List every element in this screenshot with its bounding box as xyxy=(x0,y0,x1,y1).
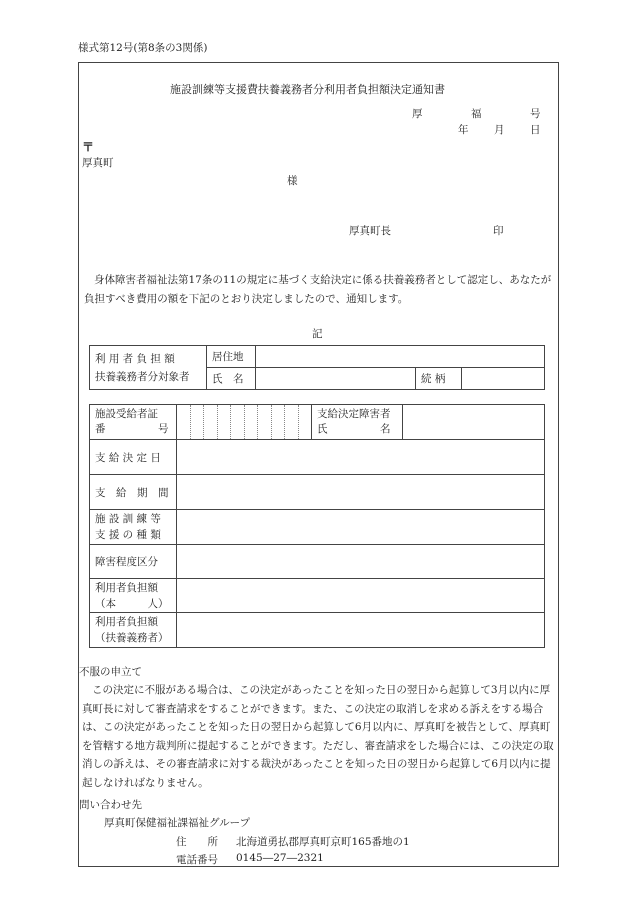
name-value xyxy=(256,368,416,390)
ki-heading: 記 xyxy=(312,328,323,340)
mayor-title: 厚真町長 xyxy=(349,225,391,237)
contact-heading: 問い合わせ先 xyxy=(79,799,142,811)
user-burden-self-line2: （本 人） xyxy=(95,597,169,610)
decision-date-label: 支 給 決 定 日 xyxy=(90,440,177,475)
support-type-label-line2: 支 援 の 種 類 xyxy=(95,529,161,541)
user-burden-supporter-label xyxy=(90,613,177,648)
disabled-name-label-line2: 氏 名 xyxy=(317,423,391,435)
decision-table xyxy=(89,404,545,648)
name-label: 氏 名 xyxy=(207,368,256,390)
doc-number-prefix: 厚 xyxy=(412,108,423,120)
doc-number-suffix: 号 xyxy=(530,108,541,120)
relation-label: 続 柄 xyxy=(416,368,462,390)
support-type-label xyxy=(90,510,177,545)
user-burden-supporter-line1: 利用者負担額 xyxy=(95,616,158,628)
residence-label: 居住地 xyxy=(207,346,256,368)
facility-cert-label xyxy=(90,405,177,440)
disabled-person-name-label xyxy=(312,405,403,440)
document-title: 施設訓練等支援費扶養義務者分利用者負担額決定通知書 xyxy=(170,83,445,96)
seal-mark: 印 xyxy=(493,225,504,237)
relation-value xyxy=(462,368,545,390)
facility-cert-label-line1: 施設受給者証 xyxy=(95,408,158,420)
address-label: 住 所 xyxy=(176,836,218,848)
contact-department: 厚真町保健福祉課福祉グループ xyxy=(104,817,251,829)
doc-number-mid: 福 xyxy=(471,108,482,120)
phone-label: 電話番号 xyxy=(176,854,218,866)
target-label xyxy=(90,346,207,390)
residence-value xyxy=(256,346,545,368)
user-burden-supporter-value xyxy=(177,613,545,648)
postal-mark: 〒 xyxy=(82,140,95,154)
support-type-value xyxy=(177,510,545,545)
body-paragraph: 身体障害者福祉法第17条の11の規定に基づく支給決定に係る扶養義務者として認定し、あなたが負担すべき費用の額を下記のとおり決定しましたので、通知します。 xyxy=(84,274,552,305)
decision-date-value xyxy=(177,440,545,475)
payment-period-label: 支 給 期 間 xyxy=(90,475,177,510)
date-day: 日 xyxy=(530,124,541,136)
appeal-heading: 不服の申立て xyxy=(79,666,142,678)
recipient-town: 厚真町 xyxy=(82,157,114,169)
disability-level-label: 障害程度区分 xyxy=(90,545,177,579)
form-number: 様式第12号(第8条の3関係) xyxy=(78,42,208,54)
disabled-person-name-value xyxy=(403,405,545,440)
support-type-label-line1: 施 設 訓 練 等 xyxy=(95,513,161,525)
payment-period-value xyxy=(177,475,545,510)
date-month: 月 xyxy=(494,124,505,136)
facility-cert-label-line2: 番 号 xyxy=(95,423,169,435)
address-value: 北海道勇払郡厚真町京町165番地の1 xyxy=(236,836,410,848)
disability-level-value xyxy=(177,545,545,579)
user-burden-self-value xyxy=(177,579,545,613)
digit-boxes xyxy=(177,405,311,439)
user-burden-self-line1: 利用者負担額 xyxy=(95,581,158,594)
date-year: 年 xyxy=(458,124,469,136)
user-burden-supporter-line2: （扶養義務者） xyxy=(95,632,169,644)
phone-value: 0145―27―2321 xyxy=(236,852,324,864)
facility-cert-number-cells xyxy=(177,405,312,440)
user-burden-self-label xyxy=(90,579,177,613)
appeal-paragraph: この決定に不服がある場合は、この決定があったことを知った日の翌日から起算して3月以内に厚真町長に対して審査請求をすることができます。また、この決定の取消しを求める訴えをする場合は、この決定があったことを知った日の翌日から起算して6月以内に、厚真町を被告として、厚真町を管轄する地方裁判所に提起することができます。ただし、審査請求をした場合には、この決定の取消しの訴えは、その審査請求に対する裁決があったことを知った日の翌日から起算して6月以内に提起しなければなりません。 xyxy=(82,684,554,789)
recipient-honorific: 様 xyxy=(287,175,298,187)
disabled-name-label-line1: 支給決定障害者 xyxy=(317,408,391,420)
target-person-table xyxy=(89,345,545,390)
target-label-line1: 利 用 者 負 担 額 xyxy=(95,352,175,365)
target-label-line2: 扶養義務者分対象者 xyxy=(95,370,190,383)
